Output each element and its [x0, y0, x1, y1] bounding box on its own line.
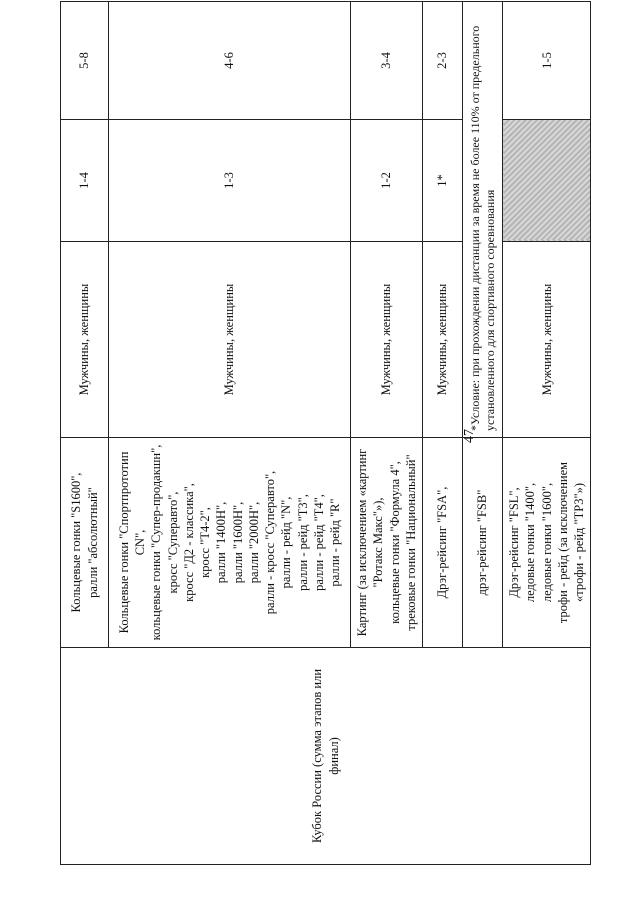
discipline-line: ралли - рейд "R" — [328, 498, 342, 587]
discipline-line: кросс "Суперавто", — [165, 491, 180, 594]
discipline-line: кольцевые гонки "Формула 4", — [387, 461, 402, 624]
discipline-line: ледовые гонки "1600", — [539, 482, 554, 603]
ranks-cell: 2-3 — [423, 2, 463, 120]
participants-cell: Мужчины, женщины — [503, 242, 591, 438]
age-cell: 1* — [423, 120, 463, 242]
disciplines-cell — [463, 438, 503, 648]
discipline-line: дрэг-рейсинг "FSB" — [475, 489, 490, 596]
ranking-table — [60, 1, 591, 865]
discipline-line: кросс "Т4-2", — [198, 507, 212, 578]
disciplines-cell — [61, 438, 109, 648]
disciplines-cell — [109, 438, 351, 648]
discipline-line: трековые гонки "Национальный" — [403, 454, 418, 631]
discipline-line: Кольцевые гонки "S1600", — [69, 472, 84, 613]
discipline-line: ледовые гонки "1400", — [523, 482, 538, 603]
discipline-line: ралли "1600Н", — [230, 501, 245, 584]
page-number: 47 — [462, 429, 477, 443]
discipline-line: ралли - рейд "Т4", — [311, 494, 326, 591]
discipline-line: ралли - рейд "N", — [279, 496, 294, 589]
participants-cell: Мужчины, женщины — [423, 242, 463, 438]
participants-cell: Мужчины, женщины — [61, 242, 109, 438]
ranks-cell: 3-4 — [351, 2, 423, 120]
discipline-line: Картинг (за исключением «картинг "Ротакс Макс"»), — [355, 448, 386, 637]
discipline-line: ралли "абсолютный" — [85, 487, 100, 598]
discipline-line: кросс "Д2 - классика", — [181, 483, 196, 602]
discipline-line: трофи - рейд (за исключением «трофи - рейд "ТР3"») — [555, 461, 586, 624]
competition-cell: Кубок России (сумма этапов или финал) — [61, 648, 591, 865]
discipline-line: Кольцевые гонки "Спортпрототип CN", — [116, 451, 147, 634]
disciplines-cell — [503, 438, 591, 648]
age-cell: 1-2 — [351, 120, 423, 242]
discipline-line: ралли "1400Н", — [214, 501, 229, 584]
discipline-line: Дрэг-рейсинг "FSL", — [507, 487, 521, 598]
ranks-cell: 1-5 — [503, 2, 591, 120]
discipline-line: кольцевые гонки "Супер-продакшн", — [149, 444, 164, 641]
disciplines-cell — [351, 438, 423, 648]
table-row — [61, 2, 109, 865]
discipline-line: Дрэг-рейсинг "FSA", — [435, 486, 450, 599]
ranks-cell: 4-6 — [109, 2, 351, 120]
participants-cell: Мужчины, женщины — [109, 242, 351, 438]
age-cell-shaded — [503, 120, 591, 242]
discipline-line: ралли "2000Н", — [246, 501, 261, 584]
discipline-line: ралли - рейд "Т3", — [295, 494, 310, 591]
ranks-cell: 5-8 — [61, 2, 109, 120]
age-cell: 1-3 — [109, 120, 351, 242]
participants-cell: Мужчины, женщины — [351, 242, 423, 438]
footnote-cell: *Условие: при прохождении дистанции за время не более 110% от предельного установленного для спортивного соревнования — [463, 2, 503, 438]
discipline-line: ралли - кросс "Суперавто", — [263, 470, 277, 615]
disciplines-cell — [423, 438, 463, 648]
age-cell: 1-4 — [61, 120, 109, 242]
